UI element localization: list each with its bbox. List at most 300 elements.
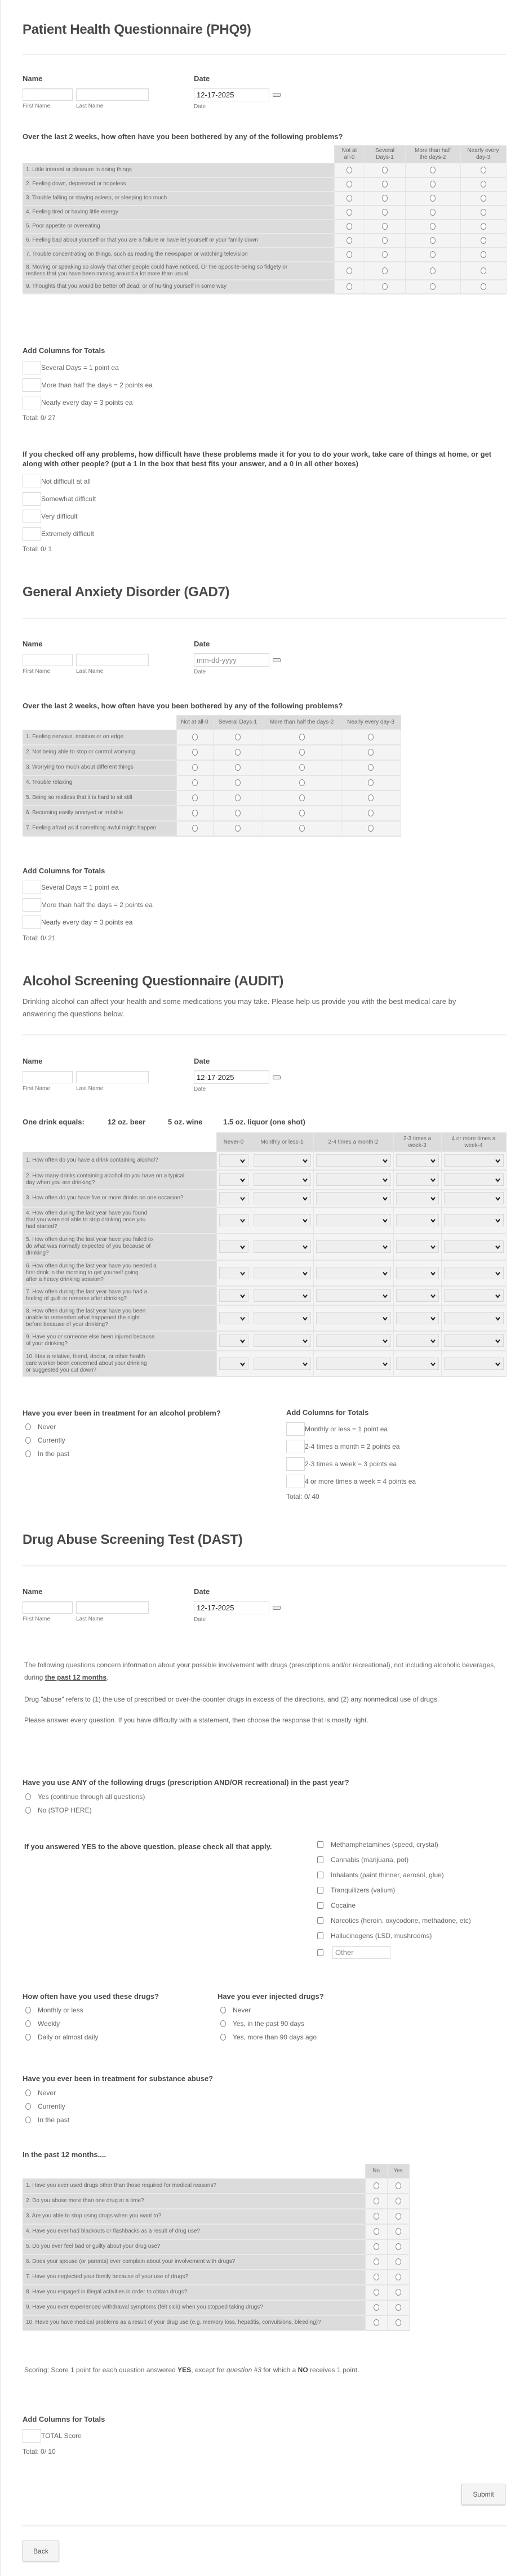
row-label: 4. How often during the last year have you found that you were not able to stop drinking once you had started? — [23, 1207, 216, 1234]
radio-option[interactable] — [23, 1447, 69, 1461]
answer-cell — [460, 280, 506, 294]
answer-radio[interactable] — [368, 810, 374, 816]
score-input[interactable] — [286, 1457, 305, 1471]
answer-radio[interactable] — [299, 764, 305, 771]
score-input[interactable] — [23, 916, 41, 929]
answer-radio[interactable] — [382, 181, 388, 187]
score-input[interactable] — [23, 396, 41, 409]
table-row — [23, 2285, 409, 2300]
radio-option[interactable] — [23, 2030, 98, 2044]
radio-button[interactable] — [25, 2090, 31, 2096]
chevron-down-icon — [495, 1218, 500, 1223]
answer-radio[interactable] — [430, 209, 436, 216]
answer-select[interactable] — [254, 1312, 311, 1324]
calendar-icon[interactable] — [273, 1075, 281, 1079]
answer-cell — [441, 1234, 506, 1260]
radio-button[interactable] — [25, 2103, 31, 2110]
answer-cell — [334, 280, 365, 294]
answer-cell — [251, 1207, 313, 1234]
first-name-input[interactable] — [23, 654, 73, 666]
answer-select[interactable] — [316, 1334, 391, 1347]
answer-cell — [213, 791, 263, 806]
checkbox-option[interactable] — [317, 1852, 471, 1867]
checkbox[interactable] — [317, 1932, 323, 1939]
radio-option[interactable] — [23, 2003, 98, 2017]
answer-radio[interactable] — [299, 749, 305, 756]
answer-select[interactable] — [444, 1173, 504, 1186]
date-input[interactable] — [194, 1601, 269, 1614]
checkbox[interactable] — [317, 1902, 323, 1909]
date-input[interactable] — [194, 88, 269, 101]
score-input[interactable] — [23, 527, 41, 541]
radio-button[interactable] — [25, 2117, 31, 2123]
submit-button[interactable]: Submit — [461, 2484, 505, 2505]
answer-radio[interactable] — [430, 167, 436, 173]
answer-select[interactable] — [396, 1267, 439, 1279]
answer-cell — [251, 1305, 313, 1331]
date-sublabel: Date — [194, 1617, 206, 1623]
table-row — [23, 775, 401, 791]
answer-radio[interactable] — [374, 2243, 379, 2250]
answer-radio[interactable] — [481, 283, 486, 290]
answer-select[interactable] — [254, 1173, 311, 1186]
answer-select[interactable] — [254, 1334, 311, 1347]
radio-option[interactable] — [217, 2030, 317, 2044]
answer-select[interactable] — [219, 1154, 248, 1167]
answer-select[interactable] — [444, 1312, 504, 1324]
answer-select[interactable] — [444, 1358, 504, 1370]
answer-radio[interactable] — [374, 2304, 379, 2311]
radio-button[interactable] — [25, 2007, 31, 2014]
answer-radio[interactable] — [374, 2213, 379, 2220]
chevron-down-icon — [495, 1271, 500, 1276]
option-label: Several Days = 1 point ea — [41, 363, 119, 372]
score-option — [286, 1472, 416, 1490]
answer-radio[interactable] — [192, 794, 198, 801]
answer-select[interactable] — [396, 1312, 439, 1324]
answer-radio[interactable] — [347, 251, 352, 258]
answer-select[interactable] — [316, 1173, 391, 1186]
checkbox-option[interactable] — [317, 1898, 471, 1913]
answer-select[interactable] — [219, 1289, 248, 1302]
answer-radio[interactable] — [382, 167, 388, 173]
matrix-corner — [23, 146, 334, 163]
checkbox[interactable] — [317, 1856, 323, 1863]
radio-option[interactable] — [23, 1434, 69, 1447]
score-input[interactable] — [23, 361, 41, 374]
answer-cell — [405, 191, 460, 206]
answer-select[interactable] — [254, 1192, 311, 1204]
answer-radio[interactable] — [235, 794, 241, 801]
answer-radio[interactable] — [382, 251, 388, 258]
row-label: 3. Trouble falling or staying asleep, or sleeping too much — [23, 191, 334, 206]
answer-radio[interactable] — [374, 2228, 379, 2235]
checkbox-option[interactable] — [317, 1928, 471, 1943]
answer-select[interactable] — [254, 1267, 311, 1279]
answer-radio[interactable] — [347, 237, 352, 244]
answer-radio[interactable] — [192, 779, 198, 786]
option-label: Somewhat difficult — [41, 494, 96, 503]
answer-radio[interactable] — [368, 749, 374, 756]
answer-select[interactable] — [444, 1154, 504, 1167]
answer-select[interactable] — [396, 1173, 439, 1186]
radio-button[interactable] — [25, 2034, 31, 2041]
answer-select[interactable] — [444, 1214, 504, 1226]
scoring-yes: YES — [177, 2366, 192, 2374]
answer-radio[interactable] — [481, 223, 486, 230]
last-name-input[interactable] — [76, 1601, 149, 1614]
answer-radio[interactable] — [368, 794, 374, 801]
answer-select[interactable] — [316, 1358, 391, 1370]
answer-select[interactable] — [396, 1192, 439, 1204]
answer-radio[interactable] — [396, 2198, 401, 2204]
answer-radio[interactable] — [382, 267, 388, 274]
answer-cell — [313, 1260, 393, 1286]
chevron-down-icon — [240, 1339, 245, 1343]
option-label: Never — [38, 1423, 56, 1431]
answer-select[interactable] — [444, 1192, 504, 1204]
one-drink-equals — [1, 1118, 524, 1128]
calendar-icon[interactable] — [273, 658, 281, 662]
last-name-input[interactable] — [76, 88, 149, 101]
calendar-icon[interactable] — [273, 93, 281, 97]
answer-select[interactable] — [396, 1358, 439, 1370]
option-label: More than half the days = 2 points ea — [41, 381, 153, 389]
matrix-corner — [23, 1133, 216, 1152]
answer-cell — [341, 821, 401, 836]
radio-option[interactable] — [23, 2100, 69, 2113]
answer-cell — [393, 1234, 441, 1260]
answer-cell — [387, 2178, 409, 2194]
radio-button[interactable] — [25, 1807, 31, 1814]
answer-radio[interactable] — [382, 195, 388, 202]
matrix-header — [23, 716, 401, 730]
answer-cell — [213, 745, 263, 760]
chevron-down-icon — [240, 1159, 245, 1163]
answer-radio[interactable] — [235, 810, 241, 816]
answer-radio[interactable] — [347, 209, 352, 216]
answer-radio[interactable] — [347, 223, 352, 230]
answer-select[interactable] — [396, 1214, 439, 1226]
answer-select[interactable] — [219, 1192, 248, 1204]
answer-radio[interactable] — [347, 167, 352, 173]
score-input[interactable] — [286, 1475, 305, 1488]
table-row — [23, 2209, 409, 2224]
radio-option[interactable] — [23, 2086, 69, 2100]
answer-radio[interactable] — [396, 2319, 401, 2326]
answer-radio[interactable] — [481, 195, 486, 202]
row-label: 2. How many drinks containing alcohol do you have on a typical day when you are drinking? — [23, 1170, 216, 1190]
radio-button[interactable] — [25, 1793, 31, 1800]
chevron-down-icon — [430, 1339, 436, 1343]
answer-radio[interactable] — [382, 237, 388, 244]
answer-radio[interactable] — [430, 283, 436, 290]
row-label: 4. Have you ever had blackouts or flashbacks as a result of drug use? — [23, 2224, 365, 2239]
answer-select[interactable] — [219, 1173, 248, 1186]
answer-select[interactable] — [316, 1240, 391, 1253]
radio-button[interactable] — [220, 2007, 226, 2014]
answer-radio[interactable] — [396, 2274, 401, 2280]
answer-radio[interactable] — [374, 2319, 379, 2326]
answer-radio[interactable] — [374, 2198, 379, 2204]
radio-button[interactable] — [220, 2020, 226, 2027]
drink-label: One drink equals: — [23, 1118, 85, 1126]
answer-radio[interactable] — [396, 2213, 401, 2220]
column-header: 2-3 times a week-3 — [393, 1133, 441, 1152]
last-name-input[interactable] — [76, 1071, 149, 1083]
score-option — [23, 472, 96, 490]
intro-paragraph: Please answer every question. If you have difficulty with a statement, then choose the response that is mostly right. — [24, 1716, 368, 1724]
answer-cell — [405, 262, 460, 280]
date-label: Date — [194, 1057, 210, 1065]
question-matrix — [23, 145, 507, 294]
answer-radio[interactable] — [374, 2274, 379, 2280]
answer-select[interactable] — [219, 1267, 248, 1279]
answer-radio[interactable] — [396, 2243, 401, 2250]
option-label: Nearly every day = 3 points ea — [41, 398, 133, 407]
answer-radio[interactable] — [347, 283, 352, 290]
answer-radio[interactable] — [481, 237, 486, 244]
chevron-down-icon — [495, 1245, 500, 1249]
first-name-input[interactable] — [23, 88, 73, 101]
total-label: Total: — [23, 545, 39, 553]
answer-radio[interactable] — [430, 251, 436, 258]
date-input[interactable] — [194, 1070, 269, 1084]
answer-radio[interactable] — [396, 2182, 401, 2189]
answer-select[interactable] — [316, 1214, 391, 1226]
answer-select[interactable] — [254, 1240, 311, 1253]
radio-option[interactable] — [23, 2017, 98, 2030]
score-input[interactable] — [23, 510, 41, 523]
checkbox-option[interactable] — [317, 1867, 471, 1882]
how-often-question: How often have you used these drugs? — [23, 1992, 159, 2001]
answer-select[interactable] — [396, 1240, 439, 1253]
radio-button[interactable] — [25, 1450, 31, 1457]
answer-cell — [365, 220, 405, 234]
row-label: 8. Moving or speaking so slowly that other people could have noticed. Or the opposite-being so fidgety or restless that you have been moving around a lot more than usual — [23, 262, 334, 280]
answer-radio[interactable] — [347, 267, 352, 274]
phq9-question: Over the last 2 weeks, how often have you been bothered by any of the following problems? — [23, 132, 343, 141]
chevron-down-icon — [383, 1339, 388, 1343]
answer-radio[interactable] — [192, 749, 198, 756]
answer-radio[interactable] — [235, 764, 241, 771]
answer-cell — [176, 821, 213, 836]
option-label: Monthly or less — [38, 2006, 83, 2014]
chevron-down-icon — [240, 1178, 245, 1182]
answer-radio[interactable] — [347, 181, 352, 187]
answer-cell — [441, 1190, 506, 1207]
answer-cell — [216, 1331, 251, 1351]
answer-radio[interactable] — [430, 223, 436, 230]
answer-radio[interactable] — [368, 734, 374, 740]
answer-radio[interactable] — [374, 2258, 379, 2265]
answer-radio[interactable] — [481, 181, 486, 187]
calendar-icon[interactable] — [273, 1606, 281, 1610]
checkbox[interactable] — [317, 1841, 323, 1848]
answer-cell — [251, 1190, 313, 1207]
answer-radio[interactable] — [430, 237, 436, 244]
answer-cell — [213, 775, 263, 791]
date-label: Date — [194, 74, 210, 83]
answer-radio[interactable] — [481, 251, 486, 258]
back-button[interactable]: Back — [23, 2541, 59, 2561]
phq9-totals-list — [23, 359, 153, 411]
radio-option[interactable] — [23, 1803, 145, 1817]
row-label: 1. How often do you have a drink containing alcohol? — [23, 1152, 216, 1170]
answer-radio[interactable] — [382, 283, 388, 290]
score-input[interactable] — [286, 1440, 305, 1453]
date-input[interactable] — [194, 653, 269, 667]
radio-button[interactable] — [25, 1423, 31, 1430]
answer-select[interactable] — [316, 1312, 391, 1324]
row-label: 7. Feeling afraid as if something awful might happen — [23, 821, 176, 836]
score-input[interactable] — [23, 378, 41, 392]
score-option — [23, 359, 153, 376]
answer-radio[interactable] — [430, 267, 436, 274]
answer-radio[interactable] — [192, 810, 198, 816]
answer-select[interactable] — [444, 1334, 504, 1347]
answer-radio[interactable] — [299, 779, 305, 786]
answer-cell — [334, 163, 365, 177]
checkbox[interactable] — [317, 1887, 323, 1894]
checkbox[interactable] — [317, 1917, 323, 1924]
checkbox-option[interactable] — [317, 1882, 471, 1898]
answer-radio[interactable] — [192, 734, 198, 740]
table-row — [23, 280, 506, 294]
radio-option[interactable] — [23, 1790, 145, 1803]
answer-cell — [334, 262, 365, 280]
answer-cell — [387, 2209, 409, 2224]
score-input[interactable] — [23, 475, 41, 488]
answer-select[interactable] — [219, 1358, 248, 1370]
answer-radio[interactable] — [235, 734, 241, 740]
answer-radio[interactable] — [396, 2258, 401, 2265]
radio-button[interactable] — [25, 2020, 31, 2027]
answer-radio[interactable] — [374, 2182, 379, 2189]
scoring-no: NO — [297, 2366, 308, 2374]
answer-radio[interactable] — [235, 749, 241, 756]
answer-select[interactable] — [254, 1214, 311, 1226]
used-any-question: Have you use ANY of the following drugs (prescription AND/OR recreational) in the past year? — [23, 1778, 349, 1787]
answer-radio[interactable] — [368, 764, 374, 771]
answer-cell — [460, 163, 506, 177]
answer-select[interactable] — [444, 1289, 504, 1302]
answer-radio[interactable] — [235, 779, 241, 786]
radio-option[interactable] — [217, 2017, 317, 2030]
answer-radio[interactable] — [396, 2289, 401, 2296]
answer-select[interactable] — [396, 1334, 439, 1347]
radio-button[interactable] — [220, 2034, 226, 2041]
score-input[interactable] — [286, 1422, 305, 1436]
chevron-down-icon — [240, 1271, 245, 1276]
answer-radio[interactable] — [299, 734, 305, 740]
table-row — [23, 2254, 409, 2270]
answer-radio[interactable] — [192, 825, 198, 832]
answer-select[interactable] — [219, 1334, 248, 1347]
answer-select[interactable] — [219, 1312, 248, 1324]
answer-radio[interactable] — [481, 167, 486, 173]
other-input[interactable] — [332, 1946, 390, 1959]
answer-select[interactable] — [219, 1240, 248, 1253]
table-row — [23, 821, 401, 836]
answer-radio[interactable] — [430, 195, 436, 202]
column-header: More than half the days-2 — [405, 146, 460, 163]
radio-option[interactable] — [23, 2113, 69, 2127]
name-label: Name — [23, 1057, 43, 1065]
answer-radio[interactable] — [382, 209, 388, 216]
answer-cell — [216, 1260, 251, 1286]
answer-select[interactable] — [396, 1154, 439, 1167]
answer-radio[interactable] — [347, 195, 352, 202]
checkbox-option[interactable] — [317, 1837, 471, 1852]
answer-radio[interactable] — [299, 810, 305, 816]
first-name-input[interactable] — [23, 1071, 73, 1083]
answer-cell — [263, 806, 341, 821]
chevron-down-icon — [430, 1316, 436, 1321]
last-name-input[interactable] — [76, 654, 149, 666]
answer-radio[interactable] — [368, 779, 374, 786]
option-label: 2-3 times a week = 3 points ea — [305, 1459, 397, 1468]
answer-select[interactable] — [444, 1240, 504, 1253]
answer-select[interactable] — [254, 1358, 311, 1370]
answer-cell — [176, 730, 213, 745]
answer-cell — [393, 1152, 441, 1170]
checkbox[interactable] — [317, 1872, 323, 1878]
answer-cell — [313, 1152, 393, 1170]
answer-cell — [213, 806, 263, 821]
radio-button[interactable] — [25, 1437, 31, 1444]
score-input[interactable] — [23, 492, 41, 506]
answer-select[interactable] — [316, 1154, 391, 1167]
table-row — [23, 1260, 506, 1286]
answer-radio[interactable] — [481, 267, 486, 274]
answer-radio[interactable] — [299, 794, 305, 801]
answer-radio[interactable] — [430, 181, 436, 187]
answer-radio[interactable] — [396, 2304, 401, 2311]
answer-radio[interactable] — [299, 825, 305, 832]
answer-cell — [216, 1170, 251, 1190]
radio-option[interactable] — [23, 1420, 69, 1434]
score-input[interactable] — [23, 881, 41, 894]
answer-radio[interactable] — [382, 223, 388, 230]
score-input[interactable] — [23, 2429, 41, 2443]
last-name-sublabel: Last Name — [76, 1086, 104, 1092]
option-label: Tranquilizers (valium) — [331, 1886, 396, 1894]
answer-select[interactable] — [316, 1289, 391, 1302]
answer-radio[interactable] — [481, 209, 486, 216]
checkbox-option[interactable] — [317, 1913, 471, 1928]
answer-radio[interactable] — [374, 2289, 379, 2296]
score-input[interactable] — [23, 898, 41, 912]
option-label: Cannabis (marijuana, pot) — [331, 1855, 409, 1864]
answer-radio[interactable] — [192, 764, 198, 771]
radio-option[interactable] — [217, 2003, 317, 2017]
answer-select[interactable] — [219, 1214, 248, 1226]
answer-cell — [251, 1286, 313, 1305]
first-name-input[interactable] — [23, 1601, 73, 1614]
answer-radio[interactable] — [368, 825, 374, 832]
answer-select[interactable] — [396, 1289, 439, 1302]
answer-select[interactable] — [254, 1289, 311, 1302]
answer-radio[interactable] — [235, 825, 241, 832]
other-checkbox[interactable] — [317, 1949, 323, 1956]
answer-select[interactable] — [316, 1267, 391, 1279]
answer-select[interactable] — [316, 1192, 391, 1204]
answer-cell — [393, 1331, 441, 1351]
answer-select[interactable] — [254, 1154, 311, 1167]
answer-radio[interactable] — [396, 2228, 401, 2235]
answer-select[interactable] — [444, 1267, 504, 1279]
